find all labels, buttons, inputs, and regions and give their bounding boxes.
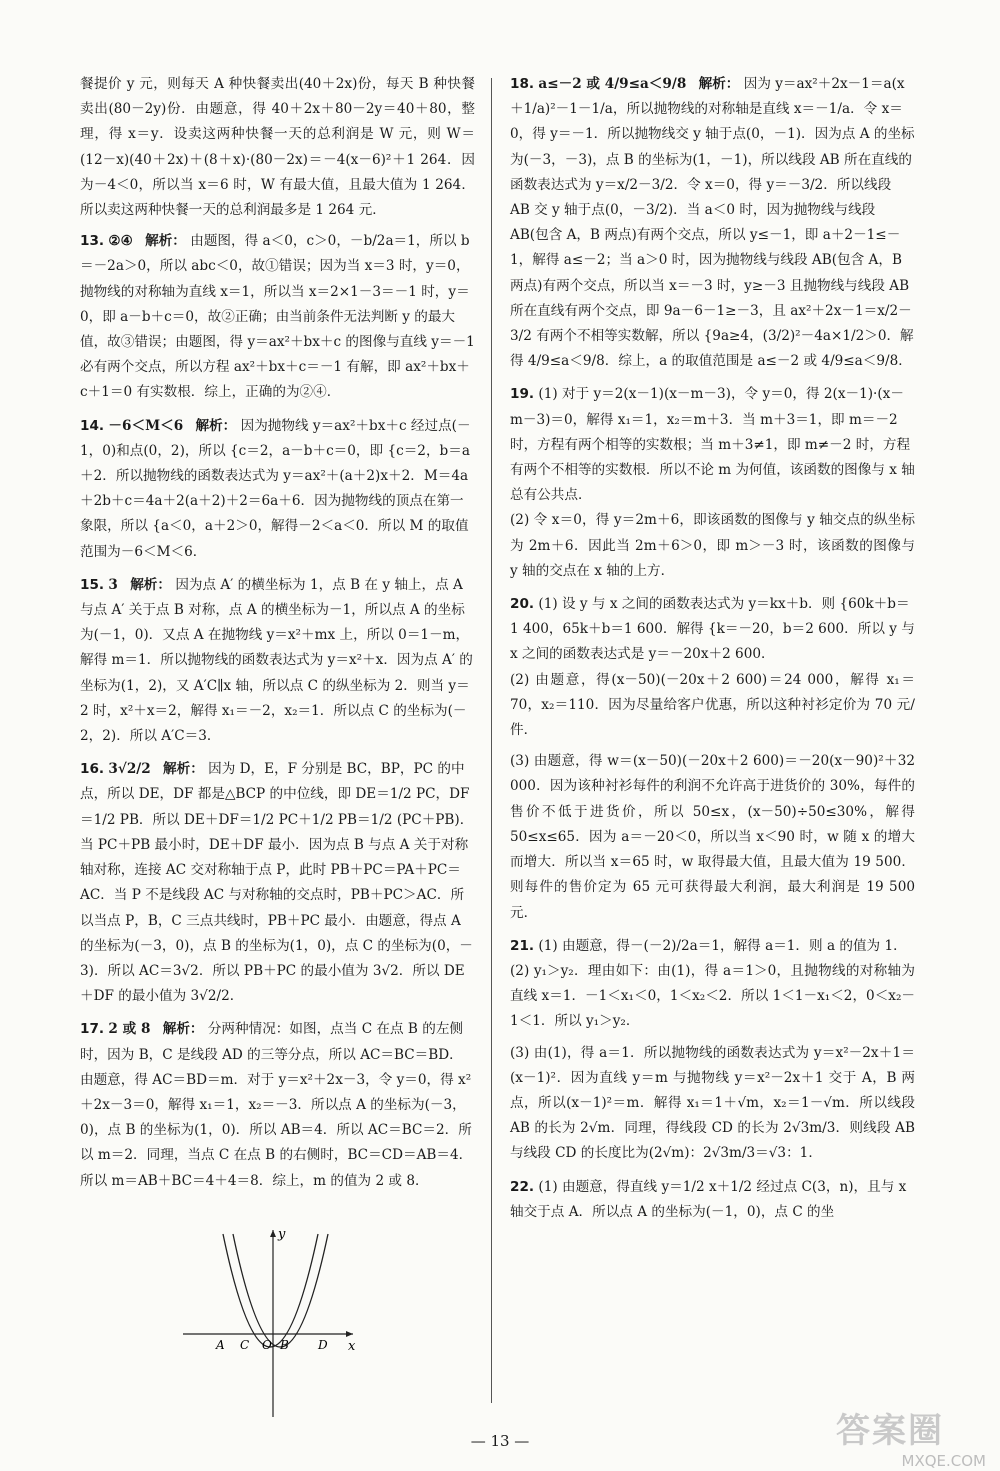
part-1: (1) 设 y 与 x 之间的函数表达式为 y＝kx＋b．则 {60k＋b＝1 400，65k＋b＝1 600．解得 {k＝－20，b＝2 600．所以 y 与 x 之间的函数表达式是 y＝－20x＋2 600． (510, 596, 915, 663)
analysis-label: 解析： (698, 76, 740, 92)
x-axis-arrow (346, 1331, 353, 1337)
analysis-text: 由题图，得 a＜0，c＞0，－b/2a＝1，所以 b＝－2a＞0，所以 abc＜0，故①错误；因为当 x＝3 时，y＝0，抛物线的对称轴为直线 x＝1，所以当 x＝2×1－3＝－1 时，y＝0，即 a－b＋c＝0，故②正确；由当前条件无法判断 y 的最大值，故③错误；由题图，得 y＝ax²＋bx＋c 的图像与直线 y＝－1 必有两个交点，所以方程 ax²＋bx＋c＝－1 有解，即 ax²＋bx＋c＋1＝0 有实数根．综上，正确的为②④． (80, 233, 475, 401)
point-b-label: B (280, 1338, 289, 1352)
point-a-label: A (216, 1338, 225, 1352)
analysis-text: 因为 y＝ax²＋2x－1＝a(x＋1/a)²－1－1/a，所以抛物线的对称轴是直线 x＝－1/a．令 x＝0，得 y＝－1．所以抛物线交 y 轴于点(0，－1)．因为点 A 的坐标为(－3，－3)，点 B 的坐标为(1，－1)，所以线段 AB 所在直线的函数表达式为 y＝x/2－3/2．令 x＝0，得 y＝－3/2．所以线段 AB 交 y 轴于点(0，－3/2)．当 a＜0 时，因为抛物线与线段 AB(包含 A，B 两点)有两个交点，所以 y≤－1，即 a＋2－1≤－1，解得 a≤－2；当 a＞0 时，因为抛物线与线段 AB(包含 A，B 两点)有两个交点，所以当 x＝－3 时，y≥－3 且抛物线与线段 AB 所在直线有两个交点，即 9a－6－1≥－3，且 ax²＋2x－1＝x/2－3/2 有两个不相等实数解，所以 {9a≥4，(3/2)²－4a×1/2＞0．解得 4/9≤a＜9/8．综上，a 的取值范围是 a≤－2 或 4/9≤a＜9/8． (510, 76, 915, 370)
question-number: 21. (510, 937, 535, 954)
analysis-label: 解析： (162, 1021, 204, 1038)
point-c-label: C (240, 1338, 250, 1352)
question-number: 19. (510, 386, 535, 403)
question-number: 15. (80, 576, 105, 593)
question-20 (510, 592, 915, 926)
part-1: (1) 由题意，得直线 y＝1/2 x＋1/2 经过点 C(3，n)，且与 x 轴交于点 A．所以点 A 的坐标为(－1，0)，点 C 的坐 (510, 1178, 907, 1220)
right-column (510, 72, 915, 1233)
part-3: (3) 由题意，得 w＝(x－50)(－20x＋2 600)＝－20(x－90)²＋32 000．因为该种衬衫每件的利润不允许高于进货价的 30%，每件的售价不低于进货价，所以 50≤x，(x－50)÷50≤30%，解得 50≤x≤65．因为 a＝－20＜0，所以当 x＜90 时，w 随 x 的增大而增大．所以当 x＝65 时，w 取得最大值，且最大值为 19 500．则每件的售价定为 65 元可获得最大利润，最大利润是 19 500 元． (510, 753, 915, 921)
analysis-text: 因为点 A′ 的横坐标为 1，点 B 在 y 轴上，点 A 与点 A′ 关于点 B 对称，点 A 的横坐标为－1，所以点 A 的坐标为(－1，0)．又点 A 在抛物线 y＝x²＋mx 上，所以 0＝1－m，解得 m＝1．所以抛物线的函数表达式为 y＝x²＋x．因为点 A′ 的坐标为(1，2)，又 A′C∥x 轴，所以点 C 的纵坐标为 2．则当 y＝2 时，x²＋x＝2，解得 x₁＝－2，x₂＝1．所以点 C 的坐标为(－2，2)．所以 A′C＝3． (80, 576, 473, 745)
question-number: 22. (510, 1178, 535, 1195)
analysis-label: 解析： (130, 576, 171, 593)
y-axis-arrow (270, 1230, 276, 1237)
x-axis-label: x (348, 1339, 356, 1354)
watermark-url: MXQE.COM (901, 1452, 986, 1470)
question-15 (80, 573, 475, 749)
page-number: — 13 — (470, 1432, 530, 1450)
part-1: (1) 对于 y＝2(x－1)(x－m－3)，令 y＝0，得 2(x－1)·(x－m－3)＝0，解得 x₁＝1，x₂＝m＋3．当 m＋3＝1，即 m＝－2 时，方程有两个相等的实数根；当 m＋3≠1，即 m≠－2 时，方程有两个不相等的实数根．所以不论 m 为何值，该函数的图像与 x 轴总有公共点． (510, 386, 915, 504)
part-3: (3) 由(1)，得 a＝1．所以抛物线的函数表达式为 y＝x²－2x＋1＝(x－1)²．因为直线 y＝m 与抛物线 y＝x²－2x＋1 交于 A，B 两点，所以(x－1)²＝m．解得 x₁＝1＋√m，x₂＝1－√m．所以线段 AB 的长为 2√m．同理，得线段 CD 的长为 2√3m/3．则线段 AB 与线段 CD 的长度比为(2√m)：2√3m/3＝√3：1． (510, 1044, 915, 1162)
part-2: (2) y₁＞y₂．理由如下：由(1)，得 a＝1＞0，且抛物线的对称轴为直线 x＝1．－1＜x₁＜0，1＜x₂＜2．所以 1＜1－x₁＜2，0＜x₂－1＜1．所以 y₁＞y₂． (510, 962, 915, 1030)
question-21 (510, 934, 915, 1167)
answer: －6＜M＜6 (108, 417, 184, 434)
answer: 3√2/2 (108, 761, 151, 778)
analysis-label: 解析： (195, 417, 237, 434)
part-2: (2) 由题意，得(x－50)(－20x＋2 600)＝24 000，解得 x₁＝70，x₂＝110．因为尽量给客户优惠，所以这种衬衫定价为 70 元/件． (510, 671, 915, 739)
analysis-label: 解析： (145, 233, 186, 250)
column-divider (491, 78, 492, 1403)
question-22 (510, 1175, 915, 1225)
site-watermark (836, 1403, 986, 1470)
origin-label: O (262, 1338, 272, 1352)
question-number: 14. (80, 417, 105, 434)
question-18 (510, 72, 915, 374)
point-d-label: D (318, 1338, 328, 1352)
question-number: 18. (510, 76, 535, 92)
answer: a≤－2 或 4/9≤a＜9/8 (538, 76, 687, 92)
question-number: 16. (80, 761, 105, 778)
question-19 (510, 382, 915, 584)
parabola-figure (178, 1222, 368, 1422)
answer: 2 或 8 (108, 1021, 151, 1038)
analysis-text: 因为 D，E，F 分别是 BC，BP，PC 的中点，所以 DE，DF 都是△BCP 的中位线，即 DE＝1/2 PC，DF＝1/2 PB．所以 DE＋DF＝1/2 PC＋1/2 PB＝1/2 (PC＋PB)．当 PC＋PB 最小时，DE＋DF 最小．因为点 B 与点 A 关于对称轴对称，连接 AC 交对称轴于点 P，此时 PB＋PC＝PA＋PC＝AC．当 P 不是线段 AC 与对称轴的交点时，PB＋PC＞AC．所以当点 P，B，C 三点共线时，PB＋PC 最小．由题意，得点 A 的坐标为(－3，0)，点 B 的坐标为(1，0)，点 C 的坐标为(0，－3)．所以 AC＝3√2．所以 PB＋PC 的最小值为 3√2．所以 DE＋DF 的最小值为 3√2/2． (80, 761, 474, 1005)
question-number: 13. (80, 233, 105, 250)
question-14 (80, 414, 475, 565)
answer: 3 (108, 576, 118, 593)
part-1: (1) 由题意，得－(－2)/2a＝1，解得 a＝1．则 a 的值为 1． (538, 937, 907, 954)
analysis-label: 解析： (163, 761, 204, 778)
y-axis-label: y (278, 1227, 286, 1242)
part-2: (2) 令 x＝0，得 y＝2m＋6，即该函数的图像与 y 轴交点的纵坐标为 2m＋6．因此当 2m＋6＞0，即 m＞－3 时，该函数的图像与 y 轴的交点在 x 轴的上方． (510, 512, 915, 579)
analysis-text: 分两种情况：如图，点当 C 在点 B 的左侧时，因为 B，C 是线段 AD 的三等分点，所以 AC＝BC＝BD．由题意，得 AC＝BD＝m．对于 y＝x²＋2x－3，令 y＝0，得 x²＋2x－3＝0，解得 x₁＝1，x₂＝－3．所以点 A 的坐标为(－3，0)，点 B 的坐标为(1，0)．所以 AB＝4．所以 AC＝BC＝2．所以 m＝2．同理，当点 C 在点 B 的右侧时，BC＝CD＝AB＝4．所以 m＝AB＋BC＝4＋4＝8．综上，m 的值为 2 或 8． (80, 1021, 473, 1189)
answer: ②④ (108, 233, 133, 250)
watermark-logo: 答案圈 (836, 1411, 944, 1451)
analysis-text: 因为抛物线 y＝ax²＋bx＋c 经过点(－1，0)和点(0，2)，所以 {c＝2，a－b＋c＝0，即 {c＝2，b＝a＋2．所以抛物线的函数表达式为 y＝ax²＋(a＋2)x＋2．M＝4a＋2b＋c＝4a＋2(a＋2)＋2＝6a＋6．因为抛物线的顶点在第一象限，所以 {a＜0，a＋2＞0，解得－2＜a＜0．所以 M 的取值范围为－6＜M＜6． (80, 417, 471, 560)
left-column (80, 72, 475, 1202)
question-13 (80, 229, 475, 405)
question-17 (80, 1017, 475, 1193)
question-number: 20. (510, 596, 535, 613)
question-number: 17. (80, 1021, 105, 1038)
q12-continuation: 餐提价 y 元，则每天 A 种快餐卖出(40＋2x)份，每天 B 种快餐卖出(80－2y)份．由题意，得 40＋2x＋80－2y＝40＋80，整理，得 x＝y．设卖这两种快餐一天的总利润是 W 元，则 W＝(12－x)(40＋2x)＋(8＋x)·(80－2x)＝－4(x－6)²＋1 264．因为－4＜0，所以当 x＝6 时，W 有最大值，且最大值为 1 264．所以卖这两种快餐一天的总利润最多是 1 264 元． (80, 76, 475, 219)
question-16 (80, 757, 475, 1009)
